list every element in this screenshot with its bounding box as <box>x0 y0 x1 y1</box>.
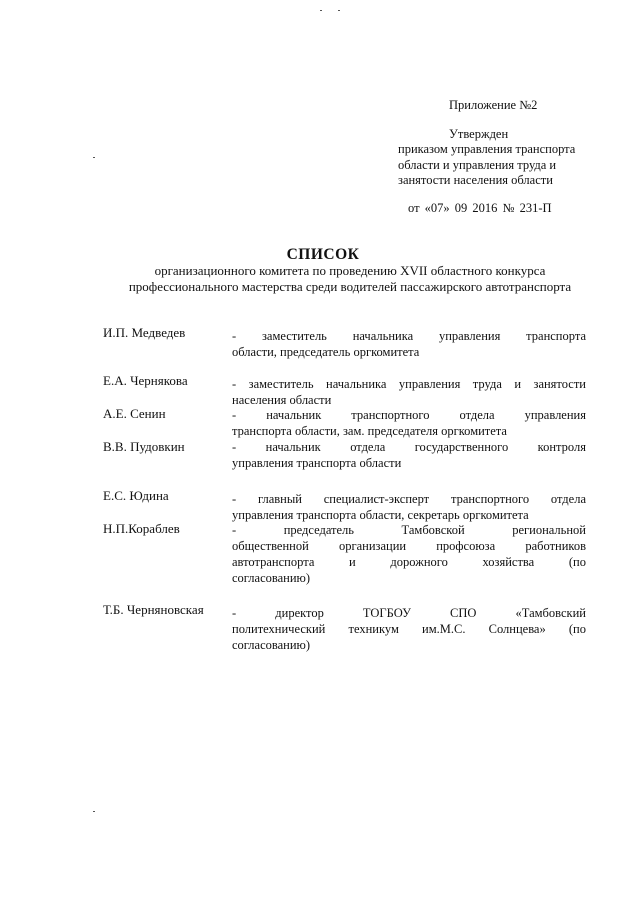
member-role <box>232 491 586 523</box>
scan-speck <box>338 10 340 11</box>
member-role-line: - заместитель начальника управления транспорта <box>232 329 586 343</box>
scan-speck <box>93 157 95 158</box>
member-name: Е.С. Юдина <box>103 488 169 503</box>
member-role-line: политехнический техникум им.М.С. Солнцева» (по <box>232 622 586 636</box>
member-role-line: согласованию) <box>232 571 311 585</box>
member-role-line: населения области <box>232 393 332 407</box>
member-role-line: - директор ТОГБОУ СПО «Тамбовский <box>232 606 586 620</box>
member-role-line: автотранспорта и дорожного хозяйства (по <box>232 555 586 569</box>
approved-label: Утвержден <box>449 127 509 141</box>
member-role <box>232 605 586 653</box>
approval-order-line: приказом управления транспорта <box>398 142 576 156</box>
approval-order-line: области и управления труда и <box>398 158 557 172</box>
member-role <box>232 328 586 360</box>
member-role-line: области, председатель оргкомитета <box>232 345 420 359</box>
approval-order-line: занятости населения области <box>398 173 553 187</box>
member-role-line: управления транспорта области, секретарь оргкомитета <box>232 508 529 522</box>
member-name: Н.П.Кораблев <box>103 521 180 536</box>
member-role-line: транспорта области, зам. председателя оргкомитета <box>232 424 507 438</box>
document-title: СПИСОК <box>286 246 360 263</box>
member-name: Е.А. Чернякова <box>103 373 188 388</box>
member-role-line: управления транспорта области <box>232 456 402 470</box>
scan-speck <box>93 811 95 812</box>
member-role-line: общественной организации профсоюза работников <box>232 539 586 553</box>
member-role-line: - начальник отдела государственного контроля <box>232 440 586 454</box>
member-role <box>232 376 586 408</box>
member-name: В.В. Пудовкин <box>103 439 185 454</box>
member-role-line: - главный специалист-эксперт транспортного отдела <box>232 492 586 506</box>
member-role-line: согласованию) <box>232 638 311 652</box>
member-role <box>232 522 586 586</box>
member-role-line: - начальник транспортного отдела управления <box>232 408 586 422</box>
member-role <box>232 407 586 439</box>
scan-speck <box>320 10 322 11</box>
order-date-number: от «07» 09 2016 № 231-П <box>408 201 552 215</box>
member-role <box>232 439 586 471</box>
document-subtitle: организационного комитета по проведению XVII областного конкурса <box>154 263 546 278</box>
document-subtitle: профессионального мастерства среди водителей пассажирского автотранспорта <box>128 279 572 294</box>
member-name: А.Е. Сенин <box>103 406 166 421</box>
member-role-line: - председатель Тамбовской региональной <box>232 523 586 537</box>
member-role-line: - заместитель начальника управления труда и занятости <box>232 377 586 391</box>
member-name: И.П. Медведев <box>103 325 186 340</box>
member-name: Т.Б. Черняновская <box>103 602 204 617</box>
appendix-number: Приложение №2 <box>449 98 538 112</box>
